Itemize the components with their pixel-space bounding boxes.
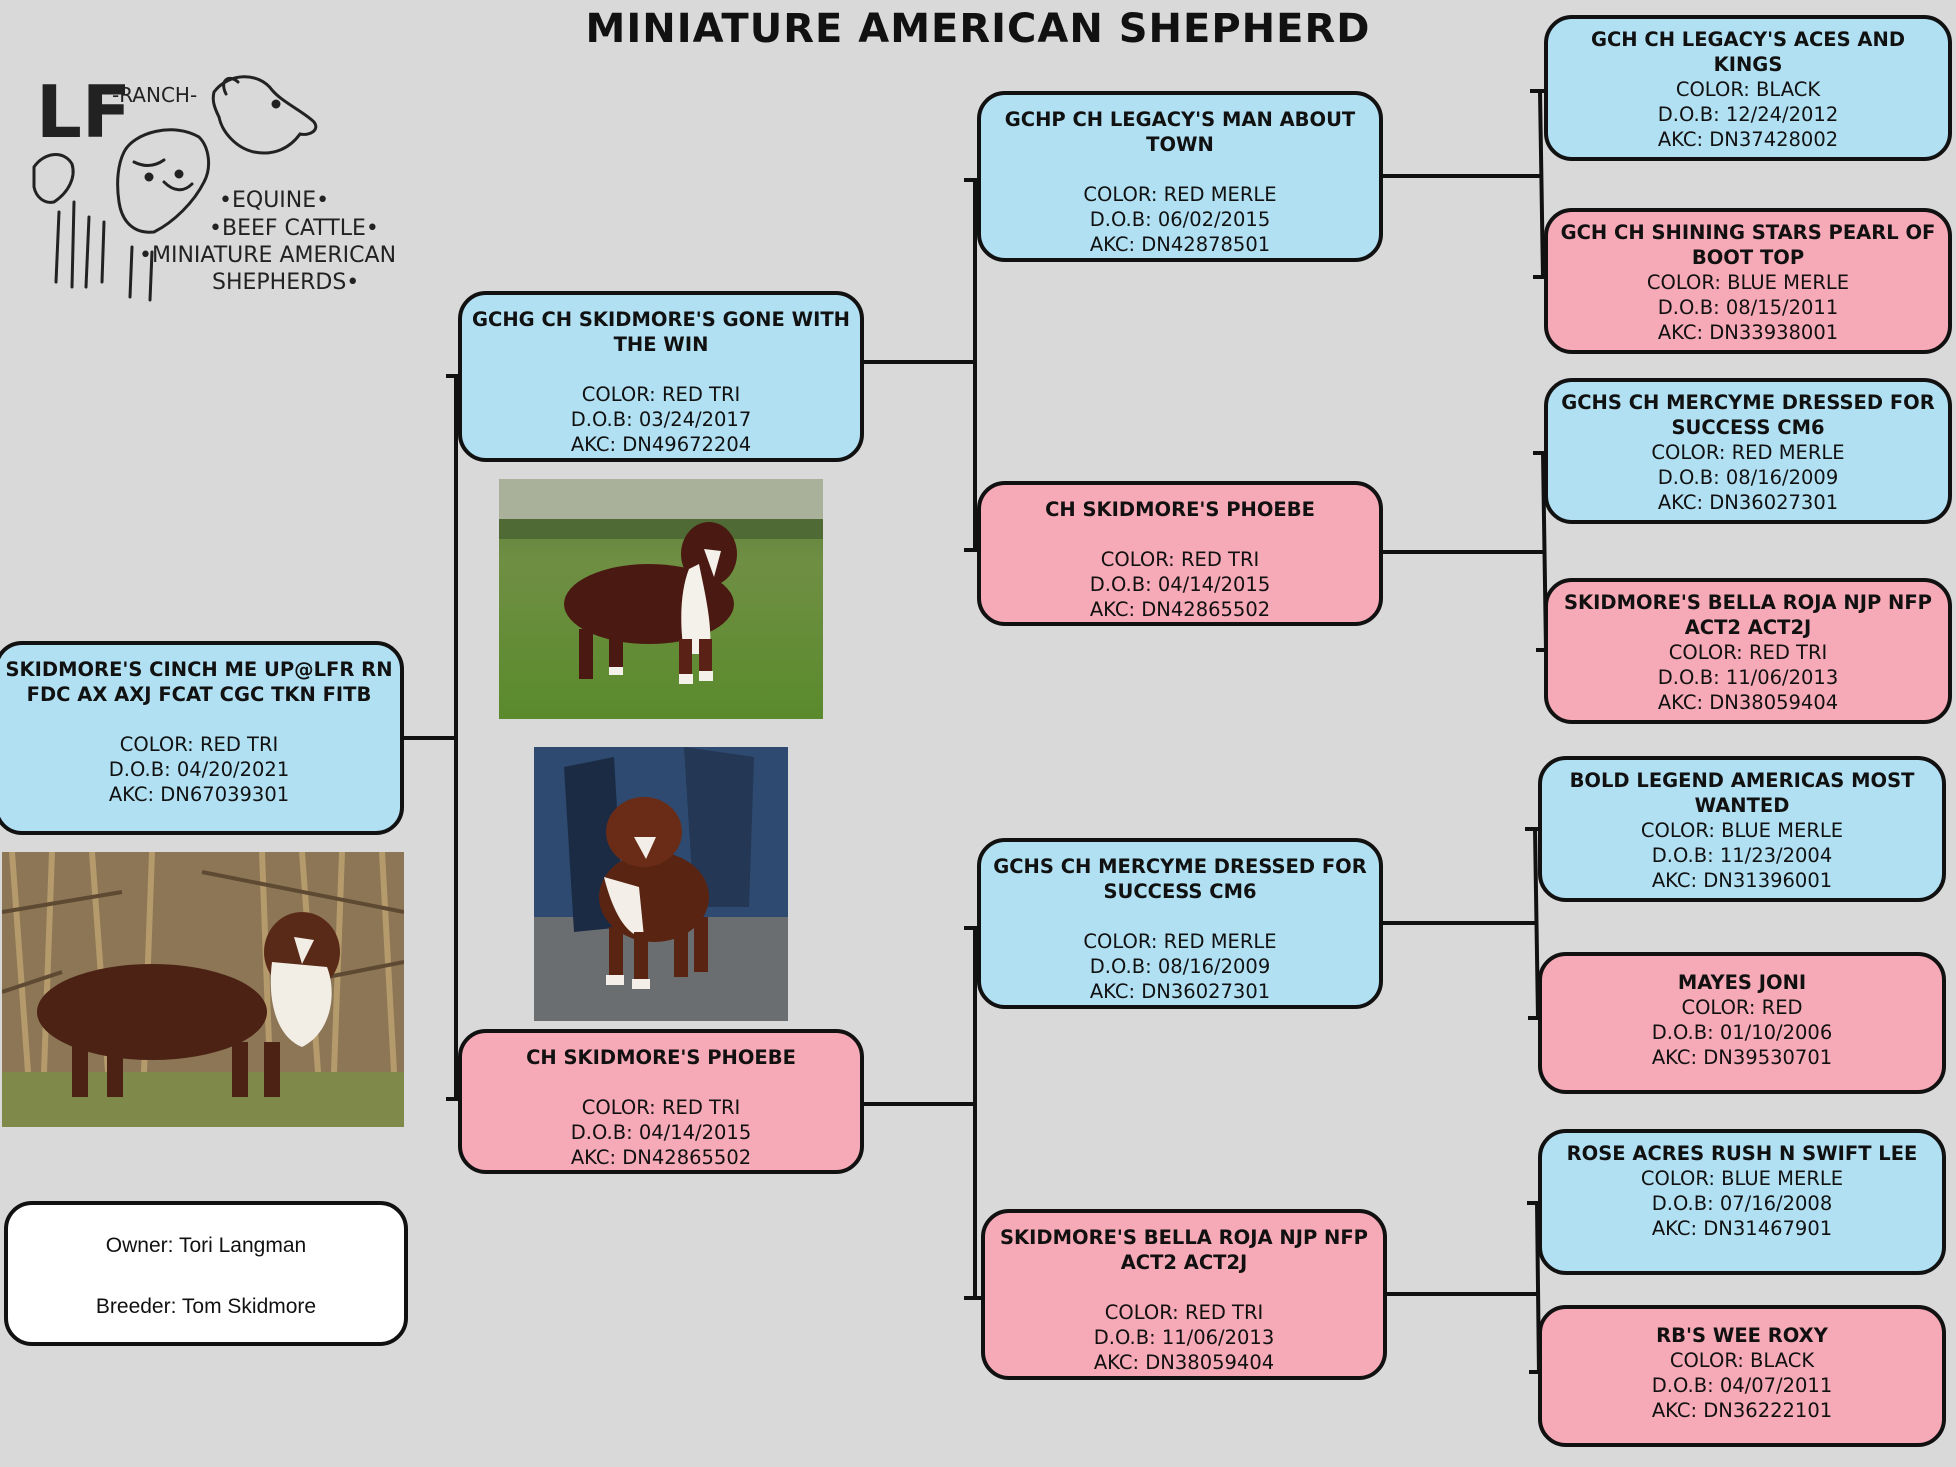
- page-title: MINIATURE AMERICAN SHEPHERD: [585, 6, 1371, 52]
- dog-dob: D.O.B: 11/06/2013: [1093, 1326, 1275, 1349]
- dog-akc: AKC: DN42878501: [1089, 233, 1271, 256]
- gen3-card-7: [1538, 1129, 1946, 1275]
- dog-color: COLOR: BLACK: [1675, 78, 1821, 101]
- dog-name: MAYES JONI: [1677, 971, 1807, 994]
- sire-card: [458, 291, 864, 462]
- dog-color: COLOR: RED: [1681, 996, 1803, 1019]
- dog-dob: D.O.B: 12/24/2012: [1657, 103, 1839, 126]
- gen3-card-3: [1544, 378, 1952, 524]
- gen3-card-1: [1544, 15, 1952, 161]
- dog-name: ROSE ACRES RUSH N SWIFT LEE: [1566, 1142, 1918, 1165]
- dog-name: BOLD LEGEND AMERICAS MOST WANTED: [1569, 769, 1915, 817]
- dog-dob: D.O.B: 04/07/2011: [1651, 1374, 1833, 1397]
- gen3-card-4: [1544, 578, 1952, 724]
- dog-color: COLOR: RED TRI: [581, 1096, 741, 1119]
- gen3-card-8: [1538, 1305, 1946, 1447]
- dog-dob: D.O.B: 11/06/2013: [1657, 666, 1839, 689]
- dog-akc: AKC: DN42865502: [570, 1146, 752, 1169]
- dog-color: COLOR: RED TRI: [1668, 641, 1828, 664]
- dog-akc: AKC: DN49672204: [570, 433, 752, 456]
- sire-dam-card: [977, 481, 1383, 626]
- dam-dam-card: [981, 1209, 1387, 1380]
- dog-color: COLOR: RED TRI: [581, 383, 741, 406]
- dog-dob: D.O.B: 04/14/2015: [570, 1121, 752, 1144]
- dog-name: SKIDMORE'S CINCH ME UP@LFR RN FDC AX AXJ FCAT CGC TKN FITB: [5, 658, 393, 706]
- logo-line-equine: •EQUINE•: [219, 188, 330, 213]
- dog-akc: AKC: DN36222101: [1651, 1399, 1833, 1422]
- dog-dob: D.O.B: 11/23/2004: [1651, 844, 1833, 867]
- dog-name: GCHP CH LEGACY'S MAN ABOUT TOWN: [1004, 108, 1356, 156]
- gen3-card-2: [1544, 208, 1952, 354]
- dog-akc: AKC: DN37428002: [1657, 128, 1839, 151]
- sire-sire-card: [977, 91, 1383, 262]
- dog-color: COLOR: RED TRI: [1100, 548, 1260, 571]
- dog-akc: AKC: DN36027301: [1089, 980, 1271, 1003]
- owner-label: Owner: Tori Langman: [105, 1234, 307, 1257]
- logo-initials: LF: [36, 70, 132, 154]
- gen3-card-6: [1538, 952, 1946, 1094]
- dog-akc: AKC: DN42865502: [1089, 598, 1271, 621]
- dog-name: GCHS CH MERCYME DRESSED FOR SUCCESS CM6: [993, 855, 1367, 903]
- dog-name: GCH CH LEGACY'S ACES AND KINGS: [1590, 28, 1906, 76]
- dog-dob: D.O.B: 06/02/2015: [1089, 208, 1271, 231]
- dog-dob: D.O.B: 04/20/2021: [108, 758, 290, 781]
- dog-dob: D.O.B: 08/16/2009: [1089, 955, 1271, 978]
- dog-akc: AKC: DN36027301: [1657, 491, 1839, 514]
- dog-dob: D.O.B: 01/10/2006: [1651, 1021, 1833, 1044]
- dam-photo: [534, 747, 788, 1021]
- dog-color: COLOR: RED TRI: [1104, 1301, 1264, 1324]
- logo-line-mini: •MINIATURE AMERICAN: [139, 243, 397, 268]
- logo-line-shepherds: SHEPHERDS•: [212, 270, 360, 295]
- subject-photo: [2, 852, 404, 1127]
- dog-dob: D.O.B: 03/24/2017: [570, 408, 752, 431]
- dog-dob: D.O.B: 07/16/2008: [1651, 1192, 1833, 1215]
- dog-name: GCHS CH MERCYME DRESSED FOR SUCCESS CM6: [1561, 391, 1935, 439]
- dog-dob: D.O.B: 08/16/2009: [1657, 466, 1839, 489]
- gen3-card-5: [1538, 756, 1946, 902]
- dog-akc: AKC: DN39530701: [1651, 1046, 1833, 1069]
- dog-akc: AKC: DN33938001: [1657, 321, 1839, 344]
- owner-breeder-card: [4, 1201, 408, 1346]
- dog-dob: D.O.B: 08/15/2011: [1657, 296, 1839, 319]
- dog-color: COLOR: BLUE MERLE: [1646, 271, 1850, 294]
- dog-color: COLOR: BLACK: [1669, 1349, 1815, 1372]
- subject-dog-card: [0, 641, 404, 835]
- logo-ranch: -RANCH-: [112, 83, 198, 107]
- dog-name: GCH CH SHINING STARS PEARL OF BOOT TOP: [1560, 221, 1936, 269]
- dog-name: GCHG CH SKIDMORE'S GONE WITH THE WIN: [472, 308, 850, 356]
- dog-color: COLOR: RED MERLE: [1083, 183, 1277, 206]
- dam-card: [458, 1029, 864, 1174]
- dog-color: COLOR: BLUE MERLE: [1640, 819, 1844, 842]
- dog-name: SKIDMORE'S BELLA ROJA NJP NFP ACT2 ACT2J: [1564, 591, 1932, 639]
- dog-name: CH SKIDMORE'S PHOEBE: [1045, 498, 1315, 521]
- sire-photo: [499, 479, 823, 719]
- dog-akc: AKC: DN67039301: [108, 783, 290, 806]
- dam-sire-card: [977, 838, 1383, 1009]
- breeder-label: Breeder: Tom Skidmore: [95, 1295, 317, 1318]
- dog-akc: AKC: DN31467901: [1651, 1217, 1833, 1240]
- dog-akc: AKC: DN31396001: [1651, 869, 1833, 892]
- dog-color: COLOR: RED MERLE: [1651, 441, 1845, 464]
- dog-name: SKIDMORE'S BELLA ROJA NJP NFP ACT2 ACT2J: [1000, 1226, 1368, 1274]
- dog-akc: AKC: DN38059404: [1093, 1351, 1275, 1374]
- dog-dob: D.O.B: 04/14/2015: [1089, 573, 1271, 596]
- dog-color: COLOR: RED TRI: [119, 733, 279, 756]
- dog-name: CH SKIDMORE'S PHOEBE: [526, 1046, 796, 1069]
- logo-line-beef: •BEEF CATTLE•: [209, 216, 379, 241]
- dog-akc: AKC: DN38059404: [1657, 691, 1839, 714]
- dog-color: COLOR: RED MERLE: [1083, 930, 1277, 953]
- dog-name: RB'S WEE ROXY: [1656, 1324, 1828, 1347]
- dog-color: COLOR: BLUE MERLE: [1640, 1167, 1844, 1190]
